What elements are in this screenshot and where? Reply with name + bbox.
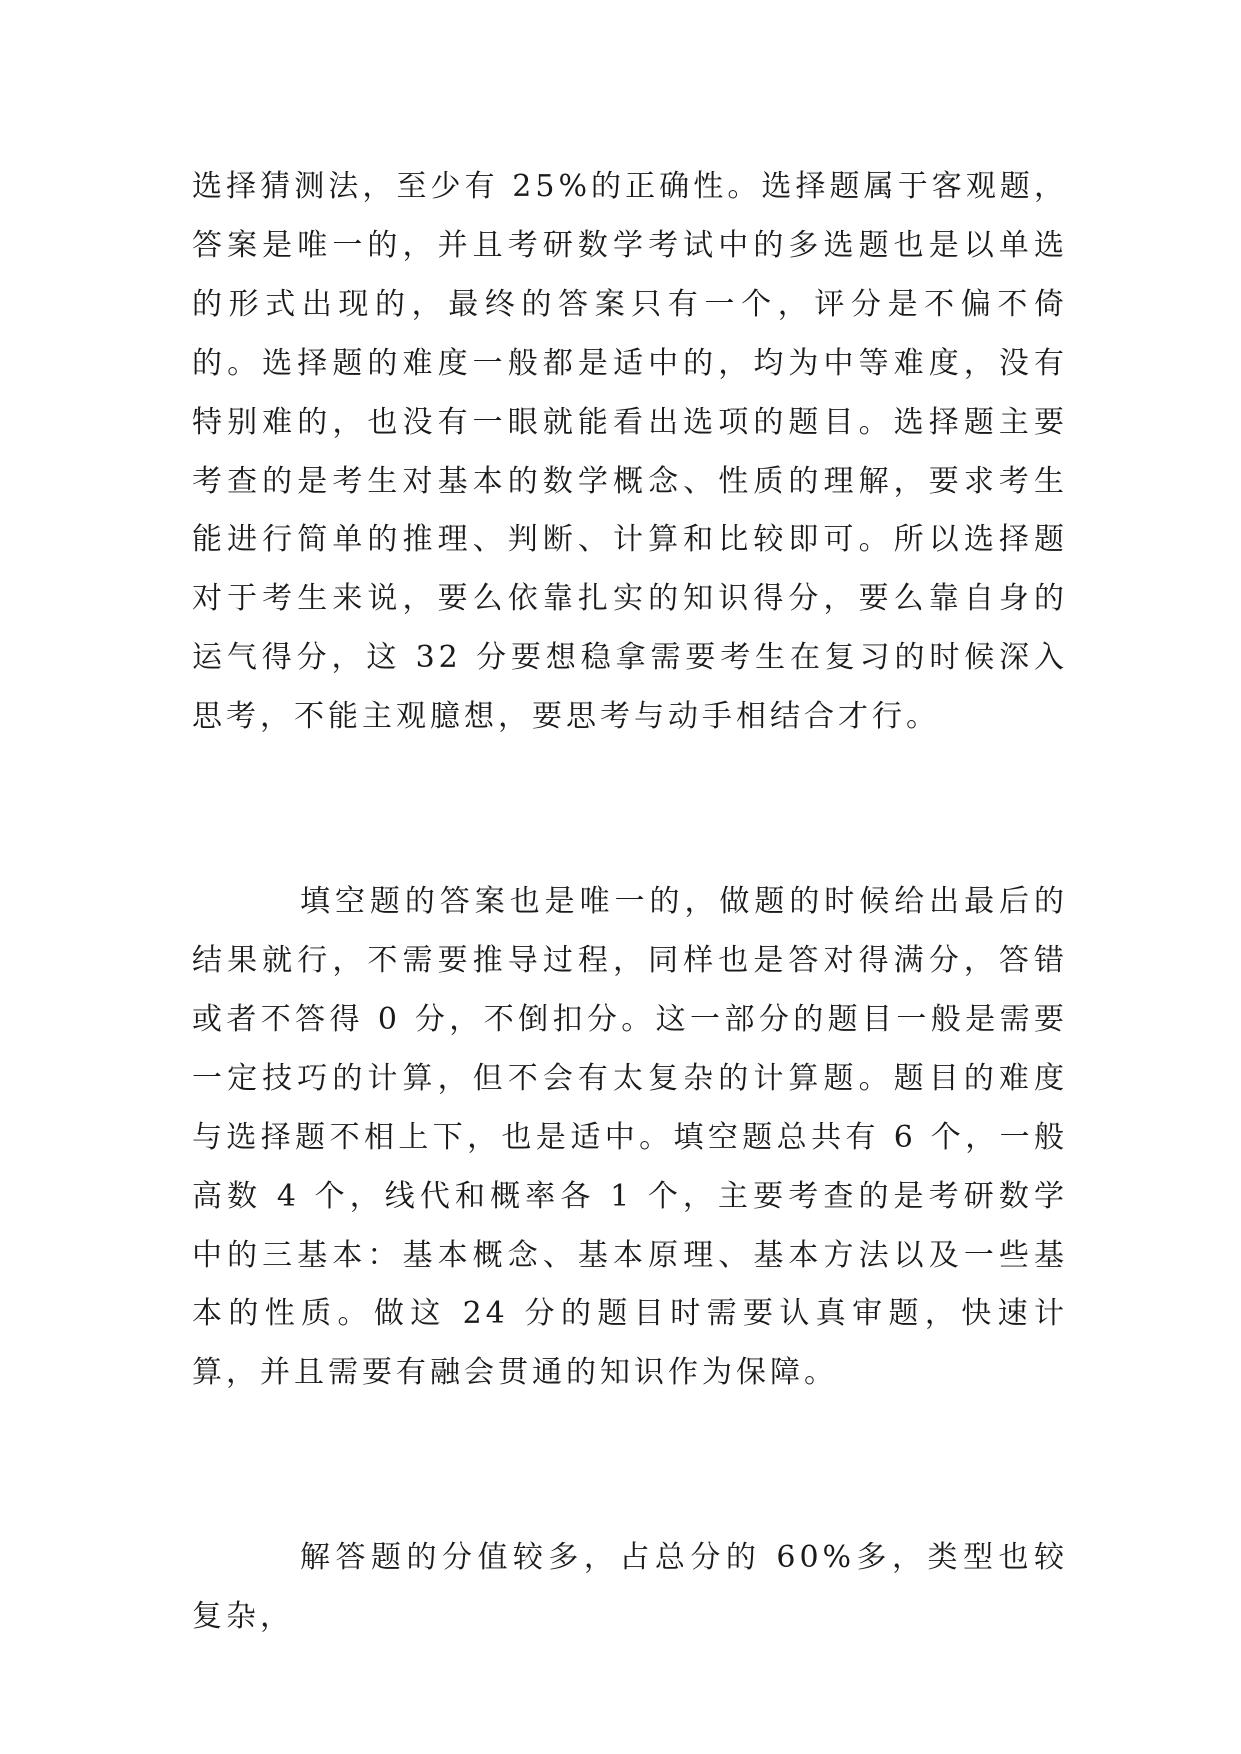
document-body [192, 158, 1068, 1647]
paragraph-fill-in-blank: 填空题的答案也是唯一的，做题的时候给出最后的结果就行，不需要推导过程，同样也是答对得满分，答错或者不答得 0 分，不倒扣分。这一部分的题目一般是需要一定技巧的计算，但不会有太复杂的计算题。题目的难度与选择题不相上下，也是适中。填空题总共有 6 个，一般高数 4 个，线代和概率各 1 个，主要考查的是考研数学中的三基本：基本概念、基本原理、基本方法以及一些基本的性质。做这 24 分的题目时需要认真审题，快速计算，并且需要有融会贯通的知识作为保障。 [192, 884, 1068, 1391]
paragraph-problem-solving: 解答题的分值较多，占总分的 60%多，类型也较复杂， [192, 1540, 1068, 1635]
paragraph-multiple-choice: 选择猜测法，至少有 25%的正确性。选择题属于客观题，答案是唯一的，并且考研数学考试中的多选题也是以单选的形式出现的，最终的答案只有一个，评分是不偏不倚的。选择题的难度一般都是适中的，均为中等难度，没有特别难的，也没有一眼就能看出选项的题目。选择题主要考查的是考生对基本的数学概念、性质的理解，要求考生能进行简单的推理、判断、计算和比较即可。所以选择题对于考生来说，要么依靠扎实的知识得分，要么靠自身的运气得分，这 32 分要想稳拿需要考生在复习的时候深入思考，不能主观臆想，要思考与动手相结合才行。 [192, 169, 1068, 735]
